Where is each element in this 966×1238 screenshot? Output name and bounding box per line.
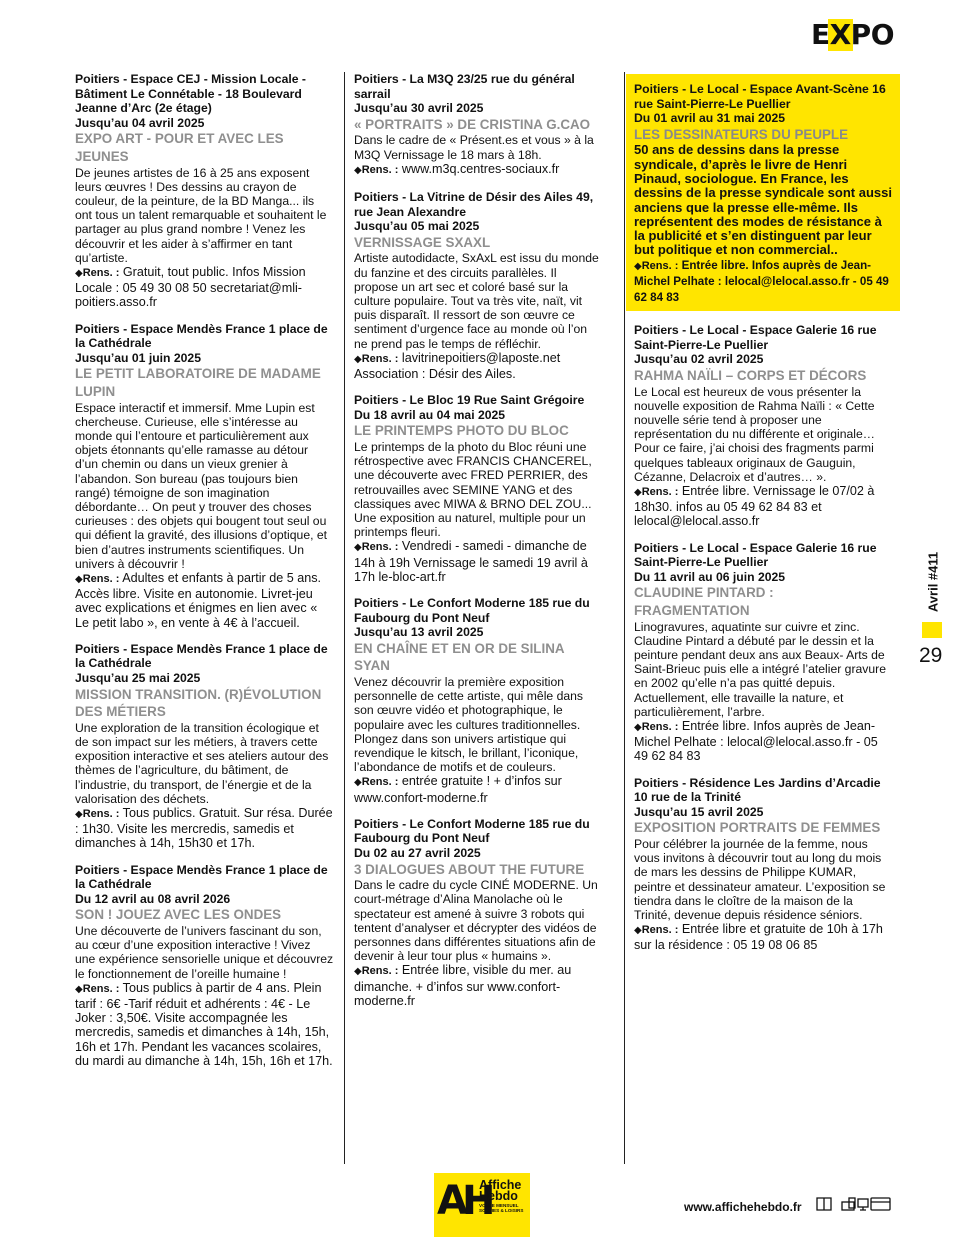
event-date: Du 02 au 27 avril 2025 — [354, 845, 481, 860]
event-info — [354, 963, 602, 1008]
highlighted-event — [626, 74, 900, 311]
event-title: VERNISSAGE SXAXL — [354, 234, 491, 250]
header-letter-e: E — [810, 18, 830, 51]
logo-monogram: AH — [437, 1178, 490, 1224]
event-date: Du 11 avril au 06 juin 2025 — [634, 569, 786, 584]
column-3-list — [634, 323, 892, 952]
event-place: Poitiers - Résidence Les Jardins d’Arcadie 10 rue de la Trinité — [634, 775, 881, 805]
info-label: Rens. : — [82, 573, 120, 585]
event-info — [634, 484, 892, 529]
info-text: Tous publics. Gratuit. Sur résa. Durée : 1h30. Visite les mercredis, samedis et dimanches à 14h, 15h30 et 17h. — [75, 806, 333, 851]
logo-tag-2: SORTIES & LOISIRS — [479, 1208, 524, 1213]
event-title: EN CHAÎNE ET EN OR DE SILINA SYAN — [354, 640, 565, 674]
event-description: 50 ans de dessins dans la presse syndicale, d’après le livre de Henri Pinaud, sociologue. En France, les dessins de la presse syndicale sont aussi anciens que la presse elle-même. Ils représentent des modes de résistance à la publicité et s’en distinguent par leur but politique et non commercial.. — [634, 142, 892, 258]
diamond-icon: ◆ — [634, 925, 642, 937]
event-place: Poitiers - Espace Mendès France 1 place de la Cathédrale — [75, 321, 328, 351]
info-text: Adultes et enfants à partir de 5 ans. Accès libre. Visite en autonomie. Livret-jeu avec explications et énigmes en lien avec « Le petit labo », en vente à 4€ à l’accueil. — [75, 571, 322, 630]
event-place: Poitiers - Espace Mendès France 1 place de la Cathédrale — [75, 641, 328, 671]
monitor-icon — [858, 1199, 868, 1207]
logo-tag-1: VOTRE MENSUEL — [479, 1203, 519, 1208]
event-description: Le Local est heureux de vous présenter la nouvelle exposition de Rahma Naïli : « Cette nouvelle série tend à proposer une représentation du nu différente et originale… Pour ce faire, j’ai choisi des fragments parmi quelques tableaux originaux de Gauguin, Cézanne, Delacroix et d’autres… ». — [634, 384, 875, 484]
info-text: Gratuit, tout public. Infos Mission Locale : 05 49 30 08 50 secretariat@mli-poitiers.asso.fr — [75, 264, 306, 310]
event-date: Du 01 avril au 31 mai 2025 — [634, 111, 786, 126]
event-entry — [354, 190, 602, 381]
column-3 — [634, 72, 892, 965]
event-date: Jusqu’au 04 avril 2025 — [75, 115, 205, 130]
event-title: « PORTRAITS » DE CRISTINA G.CAO — [354, 116, 591, 132]
info-label: Rens. : — [641, 721, 679, 734]
event-description: Dans le cadre de « Présent.es et vous » à la M3Q Vernissage le 18 mars à 18h. — [354, 133, 594, 162]
event-title: 3 DIALOGUES ABOUT THE FUTURE — [354, 861, 585, 877]
info-label: Rens. : — [361, 163, 399, 176]
event-entry — [75, 322, 334, 630]
event-entry — [75, 863, 334, 1068]
event-date: Du 18 avril au 04 mai 2025 — [354, 407, 506, 422]
affiche-hebdo-logo — [434, 1173, 530, 1237]
event-date: Du 12 avril au 08 avril 2026 — [75, 891, 231, 906]
diamond-icon: ◆ — [75, 574, 83, 585]
info-label: Rens. : — [641, 486, 679, 499]
event-place: Poitiers - La M3Q 23/25 rue du général sarrail — [354, 72, 575, 101]
event-place: Poitiers - Le Local - Espace Galerie 16 rue Saint-Pierre-Le Puellier — [634, 323, 877, 352]
column-divider — [344, 72, 345, 1164]
event-description: Artiste autodidacte, SxAxL est issu du monde du fanzine et des circuits parallèles. Il propose un art sec et coloré basé sur la culture populaire. Tout va très vite, naït, vit puis disparaît. Il ressort de son œuvre ce sentiment d’urgence face au monde où l’on ne prend pas le temps de réfléchir. — [354, 251, 599, 351]
event-date: Jusqu’au 02 avril 2025 — [634, 352, 764, 367]
event-title: EXPO ART - POUR ET AVEC LES JEUNES — [75, 131, 284, 164]
diamond-icon: ◆ — [75, 809, 83, 820]
event-place: Poitiers - Espace CEJ - Mission Locale - Bâtiment Le Connétable - 18 Boulevard Jeanne d’Arc (2e étage) — [75, 72, 306, 116]
logo-tagline — [479, 1203, 523, 1213]
event-date: Jusqu’au 15 avril 2025 — [634, 804, 764, 819]
book-icon — [817, 1198, 831, 1210]
column-divider — [624, 72, 625, 1164]
logo-wordmark — [479, 1180, 521, 1202]
event-place: Poitiers - Le Bloc 19 Rue Saint Grégoire — [354, 393, 585, 408]
card-icon — [871, 1198, 890, 1210]
event-place: Poitiers - La Vitrine de Désir des Ailes 49, rue Jean Alexandre — [354, 189, 594, 219]
event-title: LES DESSINATEURS DU PEUPLE — [634, 126, 849, 142]
media-icons — [816, 1196, 892, 1212]
event-date: Jusqu’au 25 mai 2025 — [75, 671, 201, 685]
event-info — [75, 806, 334, 851]
event-description: Espace interactif et immersif. Mme Lupin est chercheuse. Curieuse, elle s’intéresse au monde qui l’entoure et particulièrement aux objets étonnants qu’elle ramasse au détour d’un chemin ou dans un vieux grenier à l’abandon. Son bureau (pas toujours bien rangé) témoigne de son imagination débordante… On peut y trouver des choses curieuses : des objets qui bougent tout seul ou qui défient la gravité, des illusions d’optique, et bien d’autres instruments scientifiques. Un univers à découvrir ! — [75, 400, 328, 571]
diamond-icon: ◆ — [354, 164, 362, 176]
event-description: Linogravures, aquatinte sur cuivre et zinc. Claudine Pintard a débuté par le dessin et la peinture pendant deux ans aux Beaux- Arts de Saint-Brieuc puis elle a intégré l’atelier gravure en 2002 qu’elle n’a pas quitté depuis. Actuellement, elle travaille la nature, et particulièrement, l’arbre. — [634, 619, 887, 719]
event-entry — [354, 393, 602, 584]
event-info — [354, 774, 602, 804]
event-entry — [634, 776, 892, 953]
event-entry — [75, 72, 334, 310]
issue-label — [921, 548, 945, 616]
event-info — [634, 719, 892, 764]
page-number: 29 — [919, 644, 943, 667]
event-info — [354, 351, 602, 381]
info-label: Rens. : — [82, 266, 120, 279]
diamond-icon: ◆ — [75, 983, 83, 995]
event-entry — [354, 72, 602, 178]
event-info — [75, 265, 334, 310]
header-letters-po: PO — [850, 18, 894, 51]
info-text: Vendredi - samedi - dimanche de 14h à 19h Vernissage le samedi 19 avril à 17h le-bloc-art.fr — [354, 539, 588, 584]
event-description: Dans le cadre du cycle CINÉ MODERNE. Un court-métrage d’Alina Manolache où le spectateur est amené à suivre 3 robots qui tentent d’analyser et décrypter des vidéos de personnes dans différentes situations afin de devenir à leur tour plus « humains ». — [354, 878, 598, 964]
info-text: Entrée libre. Infos auprès de Jean-Michel Pelhate : lelocal@lelocal.asso.fr - 05 49 62 84 83 — [634, 719, 878, 764]
event-title: CLAUDINE PINTARD : FRAGMENTATION — [634, 585, 774, 619]
event-description: De jeunes artistes de 16 à 25 ans exposent leurs œuvres ! Des dessins au crayon de couleur, de la peinture, de la BD Manga... ils ont tous un talent remarquable et souhaitent le partager au plus grand nombre ! Venez les découvrir et les aider à s’affirmer en tant qu’artiste. — [75, 165, 327, 265]
event-place: Poitiers - Le Confort Moderne 185 rue du Faubourg du Pont Neuf — [354, 596, 590, 625]
event-title: RAHMA NAÏLI – CORPS ET DÉCORS — [634, 368, 867, 384]
event-place: Poitiers - Le Local - Espace Avant-Scène 16 rue Saint-Pierre-Le Puellier — [634, 82, 886, 111]
event-title: EXPOSITION PORTRAITS DE FEMMES — [634, 820, 881, 836]
event-description: Venez découvrir la première exposition personnelle de cette artiste, qui mêle dans son œuvre vidéo et photographique, le populaire avec les cultures traditionnelles. Plongez dans son univers artistique qui revendique le kitsch, le brillant, l’iconique, l’abondance de motifs et de couleurs. — [354, 674, 583, 775]
diamond-icon: ◆ — [354, 353, 362, 365]
info-text: www.m3q.centres-sociaux.fr — [398, 161, 560, 176]
event-info — [354, 162, 602, 178]
info-label: Rens. : — [361, 965, 399, 978]
info-text: lavitrinepoitiers@laposte.net Association : Désir des Ailes. — [354, 350, 561, 381]
event-description: Une découverte de l’univers fascinant du son, au cœur d’une exposition interactive ! Vivez une expérience sensorielle unique et découvrez le fonctionnement de l’oreille humaine ! — [75, 923, 334, 981]
diamond-icon: ◆ — [354, 966, 362, 978]
info-label: Rens. : — [641, 924, 679, 937]
info-text: Entrée libre et gratuite de 10h à 17h sur la résidence : 05 19 08 06 85 — [634, 922, 883, 953]
diamond-icon: ◆ — [354, 542, 362, 554]
info-text: Entrée libre. Vernissage le 07/02 à 18h30. infos au 05 49 62 84 83 et lelocal@lelocal.asso.fr — [634, 484, 875, 529]
column-1 — [75, 72, 334, 1080]
info-label: Rens. : — [361, 541, 399, 554]
event-place: Poitiers - Le Confort Moderne 185 rue du Faubourg du Pont Neuf — [354, 816, 590, 846]
event-description: Le printemps de la photo du Bloc réuni une rétrospective avec FRANCIS CHANCEREL, une découverte avec FRED PERRIER, des retrouvailles avec SEMINE YANG et des classiques avec MIWA & BRNO DEL ZOU... Une exposition au naturel, multiple pour un printemps fleuri. — [354, 439, 592, 540]
issue-text: Avril #411 — [925, 551, 941, 613]
event-info — [634, 922, 892, 952]
event-entry — [354, 817, 602, 1008]
column-2 — [354, 72, 602, 1020]
website-link[interactable]: www.affichehebdo.fr — [684, 1200, 802, 1214]
event-info — [634, 258, 892, 306]
diamond-icon: ◆ — [354, 777, 362, 789]
event-info — [75, 571, 334, 630]
diamond-icon: ◆ — [634, 487, 642, 499]
event-entry — [354, 596, 602, 805]
diamond-icon: ◆ — [75, 267, 83, 279]
event-title: SON ! JOUEZ AVEC LES ONDES — [75, 907, 282, 923]
logo-word-2: Hebdo — [479, 1189, 518, 1203]
event-info — [354, 539, 602, 584]
event-place: Poitiers - Espace Mendès France 1 place de la Cathédrale — [75, 862, 328, 892]
info-text: Entrée libre, visible du mer. au dimanche. + d’infos sur www.confort-moderne.fr — [354, 963, 572, 1008]
event-description: Une exploration de la transition écologique et de son impact sur les métiers, à travers cette exposition interactive et ses ateliers autour des thèmes de l’agriculture, du bâtiment, de l’industrie, du transport, de l’énergie et de la valorisation des déchets. — [75, 720, 329, 806]
event-description: Pour célébrer la journée de la femme, nous vous invitons à découvrir tout au long du mois de mars les dessins de Philippe KUMAR, peintre et dessinateur amateur. L’exposition se tiendra dans le cloître de la maison de la Trinité, devenue depuis résidence séniors. — [634, 837, 886, 923]
info-text: Entrée libre. Infos auprès de Jean-Michel Pelhate : lelocal@lelocal.asso.fr - 05 49 62 84 83 — [634, 258, 889, 304]
event-date: Jusqu’au 05 mai 2025 — [354, 219, 480, 234]
event-date: Jusqu’au 30 avril 2025 — [354, 101, 484, 116]
event-info — [75, 981, 334, 1068]
diamond-icon: ◆ — [634, 722, 642, 734]
diamond-icon: ◆ — [634, 260, 642, 272]
info-label: Rens. : — [641, 259, 679, 272]
header-letter-x: X — [829, 18, 851, 51]
logo-word-1: Affiche — [479, 1178, 522, 1192]
info-text: Tous publics à partir de 4 ans. Plein tarif : 6€ -Tarif réduit et adhérents : 4€ - Le Joker : 3,50€. Visite accompagnée les mercredis, samedis et dimanches à 14h, 15h, 16h et 17h. Pendant les vacances scolaires, du mardi au dimanche à 14h, 15h, 16h et 17h. — [75, 980, 333, 1068]
info-label: Rens. : — [82, 982, 120, 995]
event-title: LE PRINTEMPS PHOTO DU BLOC — [354, 423, 569, 439]
event-entry — [634, 323, 892, 528]
event-title: MISSION TRANSITION. (R)ÉVOLUTION DES MÉTIERS — [75, 686, 322, 720]
info-label: Rens. : — [82, 808, 120, 820]
event-place: Poitiers - Le Local - Espace Galerie 16 rue Saint-Pierre-Le Puellier — [634, 540, 877, 570]
event-date: Jusqu’au 13 avril 2025 — [354, 625, 484, 640]
event-entry — [75, 642, 334, 851]
yellow-square — [922, 622, 942, 638]
info-label: Rens. : — [361, 776, 399, 789]
event-date: Jusqu’au 01 juin 2025 — [75, 350, 201, 365]
event-title: LE PETIT LABORATOIRE DE MADAME LUPIN — [75, 366, 321, 399]
tablet-icon — [842, 1202, 854, 1210]
section-header-expo — [811, 20, 894, 50]
info-label: Rens. : — [361, 352, 399, 365]
info-text: entrée gratuite ! + d’infos sur www.confort-moderne.fr — [354, 774, 562, 805]
event-entry — [634, 541, 892, 764]
